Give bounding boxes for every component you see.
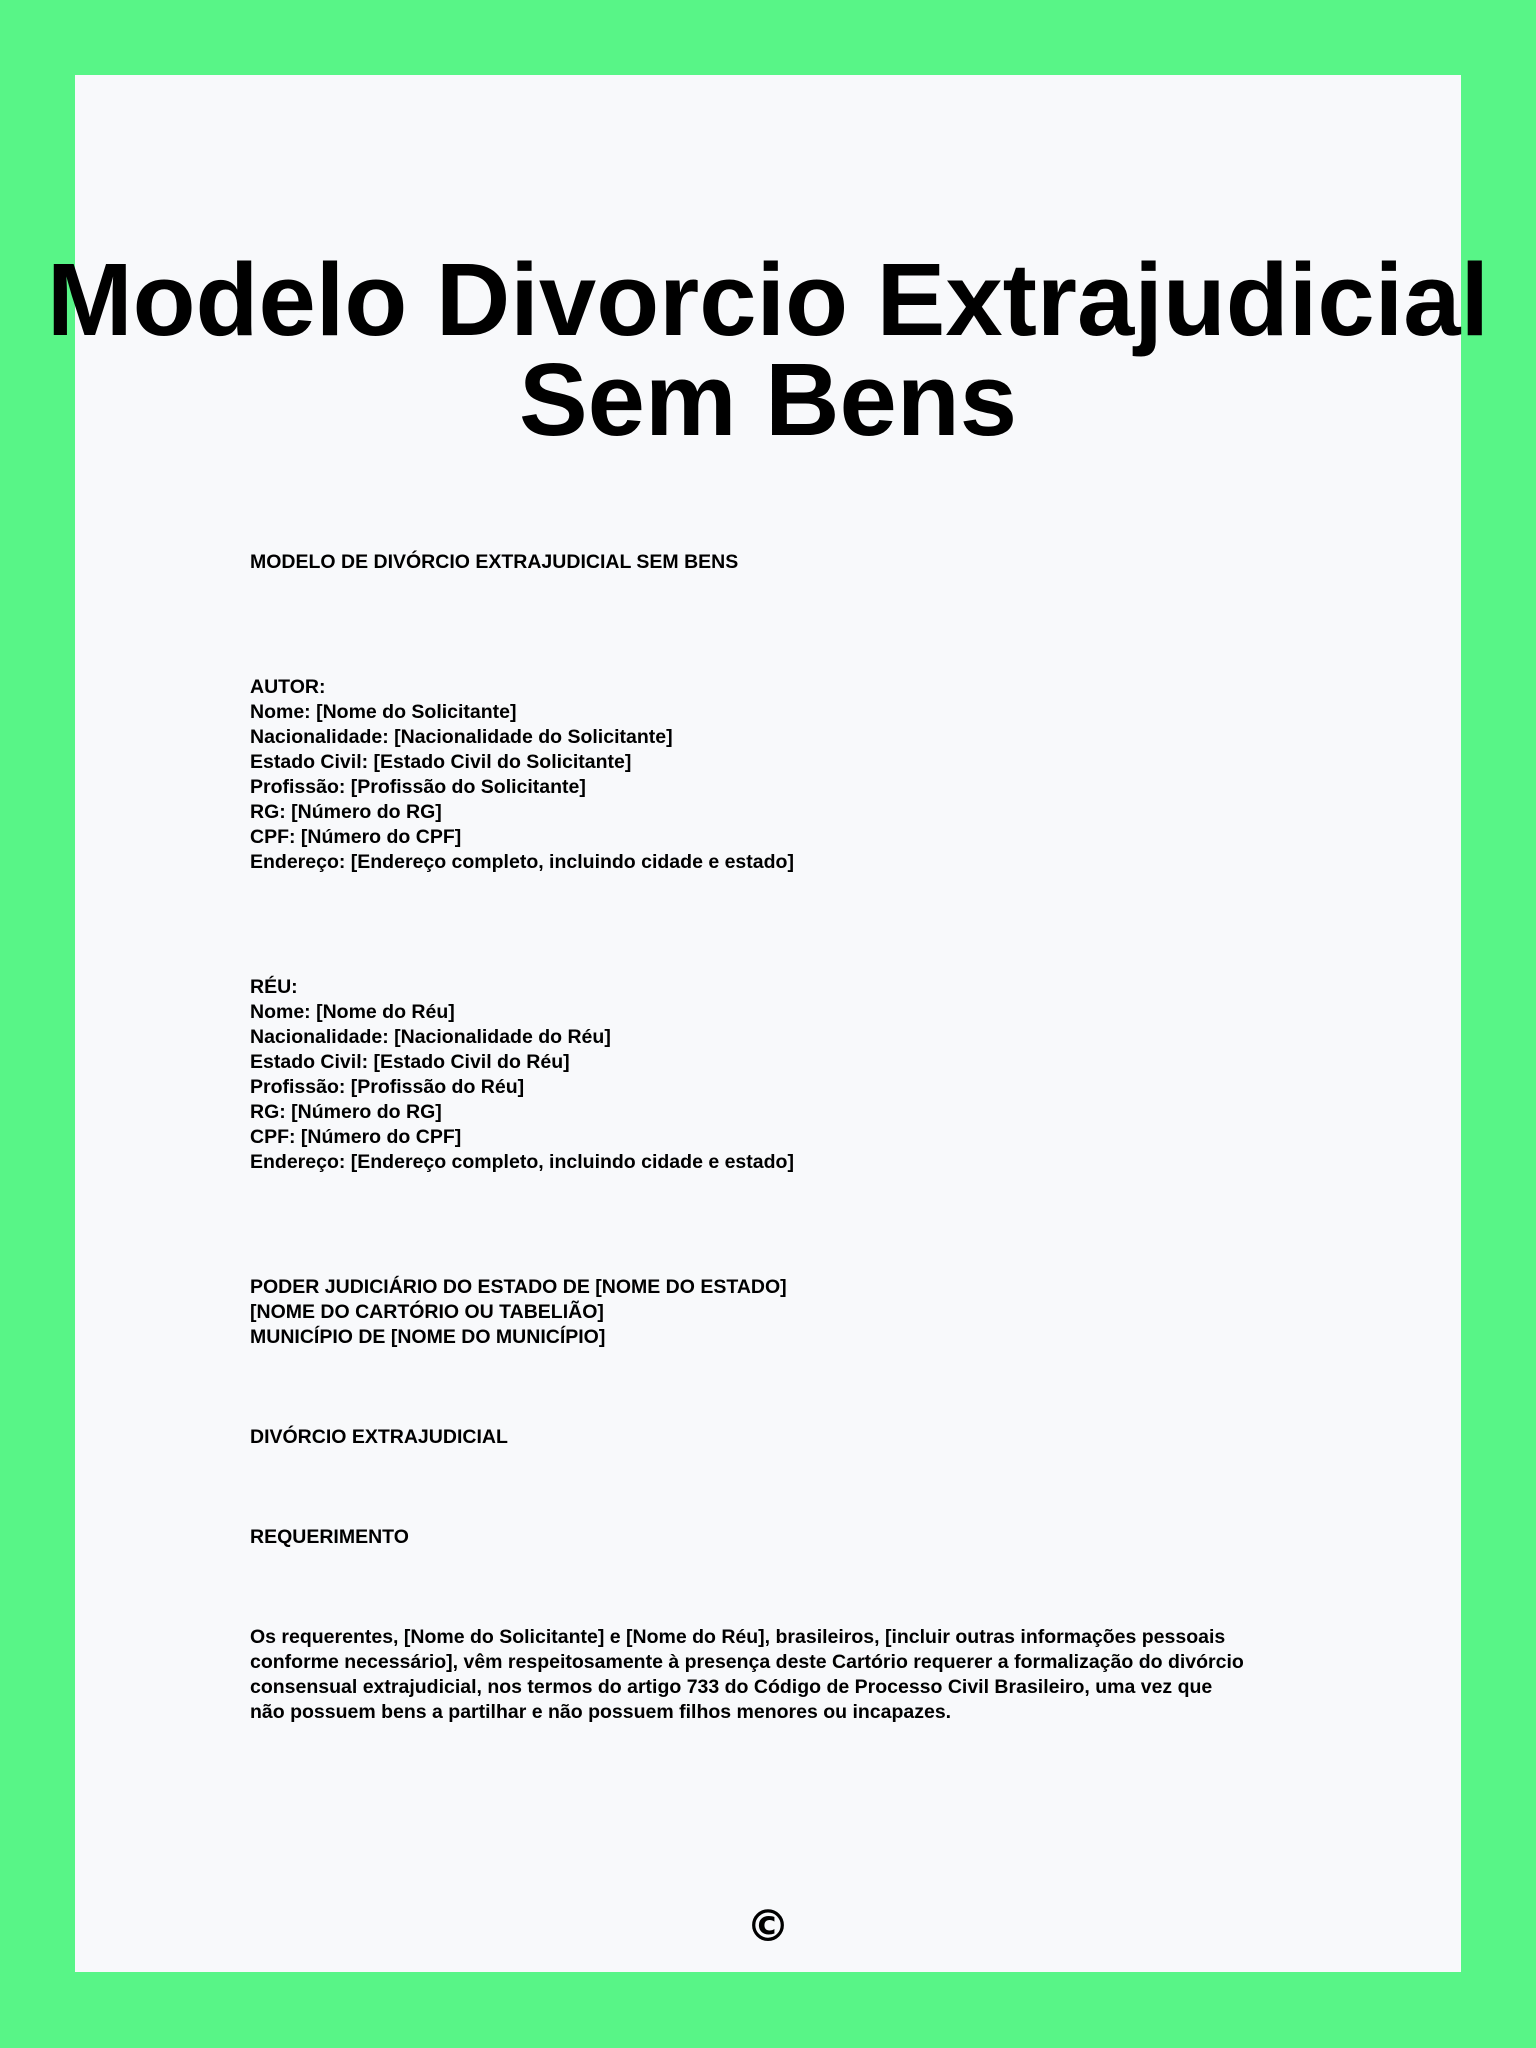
reu-rg: RG: [Número do RG] (250, 1101, 442, 1123)
reu-label: RÉU: (250, 976, 298, 998)
reu-section (250, 975, 1290, 1175)
reu-estado-civil: Estado Civil: [Estado Civil do Réu] (250, 1051, 570, 1073)
requerimento-paragraph (250, 1625, 1290, 1725)
autor-profissao: Profissão: [Profissão do Solicitante] (250, 776, 586, 798)
document-body (250, 550, 1290, 1725)
reu-profissao: Profissão: [Profissão do Réu] (250, 1076, 525, 1098)
court-line-3: MUNICÍPIO DE [NOME DO MUNICÍPIO] (250, 1326, 606, 1348)
reu-endereco: Endereço: [Endereço completo, incluindo cidade e estado] (250, 1151, 794, 1173)
court-line-1: PODER JUDICIÁRIO DO ESTADO DE [NOME DO ESTADO] (250, 1276, 787, 1298)
spacer (250, 1550, 1290, 1625)
autor-label: AUTOR: (250, 676, 326, 698)
paragraph-line-3: consensual extrajudicial, nos termos do artigo 733 do Código de Processo Civil Brasileiro, uma vez que (250, 1676, 1213, 1698)
autor-estado-civil: Estado Civil: [Estado Civil do Solicitante] (250, 751, 632, 773)
autor-nome: Nome: [Nome do Solicitante] (250, 701, 517, 723)
spacer (250, 1350, 1290, 1425)
spacer (250, 1175, 1290, 1275)
copyright-icon: © (746, 1901, 790, 1952)
court-line-2: [NOME DO CARTÓRIO OU TABELIÃO] (250, 1301, 604, 1323)
spacer (250, 575, 1290, 675)
autor-nacionalidade: Nacionalidade: [Nacionalidade do Solicitante] (250, 726, 673, 748)
paragraph-line-2: conforme necessário], vêm respeitosamente à presença deste Cartório requerer a formalização do divórcio (250, 1651, 1244, 1673)
section-divorcio-extrajudicial: DIVÓRCIO EXTRAJUDICIAL (250, 1426, 508, 1448)
autor-rg: RG: [Número do RG] (250, 801, 442, 823)
page-title (0, 242, 1536, 457)
autor-endereco: Endereço: [Endereço completo, incluindo cidade e estado] (250, 851, 794, 873)
section-requerimento: REQUERIMENTO (250, 1526, 409, 1548)
reu-nacionalidade: Nacionalidade: [Nacionalidade do Réu] (250, 1026, 611, 1048)
paragraph-line-4: não possuem bens a partilhar e não possuem filhos menores ou incapazes. (250, 1701, 952, 1723)
spacer (250, 875, 1290, 975)
page-title-line-1: Modelo Divorcio Extrajudicial (46, 242, 1490, 357)
reu-nome: Nome: [Nome do Réu] (250, 1001, 455, 1023)
reu-cpf: CPF: [Número do CPF] (250, 1126, 462, 1148)
court-block (250, 1275, 1290, 1350)
paragraph-line-1: Os requerentes, [Nome do Solicitante] e [Nome do Réu], brasileiros, [incluir outras informações pessoais (250, 1626, 1226, 1648)
autor-section (250, 675, 1290, 875)
document-heading: MODELO DE DIVÓRCIO EXTRAJUDICIAL SEM BENS (250, 551, 739, 573)
page-title-line-2: Sem Bens (518, 342, 1018, 457)
spacer (250, 1450, 1290, 1525)
autor-cpf: CPF: [Número do CPF] (250, 826, 462, 848)
